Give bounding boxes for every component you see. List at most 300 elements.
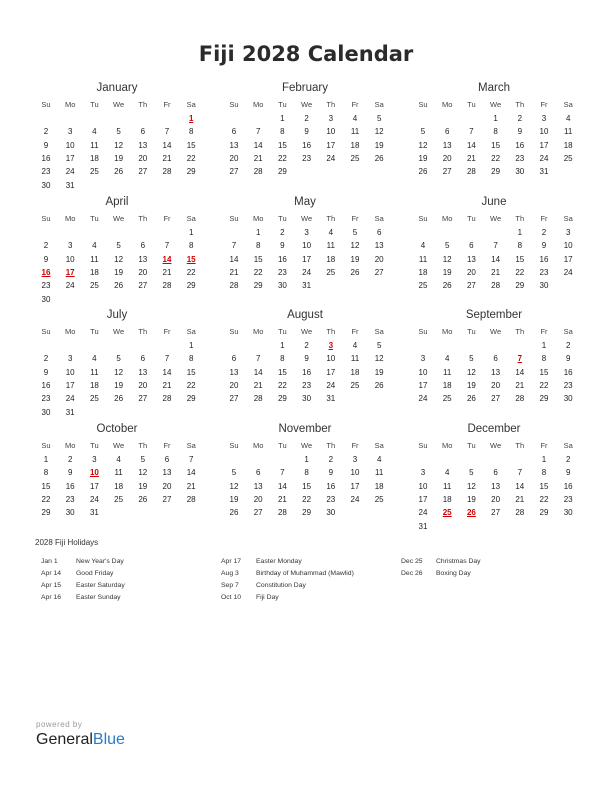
- weekday-header: Mo: [252, 327, 264, 336]
- day-cell: 4: [444, 468, 450, 478]
- day-cell: 26: [114, 167, 124, 177]
- day-cell: 2: [328, 455, 334, 464]
- day-cell: 6: [469, 241, 474, 251]
- month-name: May: [294, 196, 316, 208]
- weekday-header: Fr: [351, 100, 359, 109]
- day-cell: 5: [140, 455, 146, 464]
- day-cell: 30: [277, 281, 287, 291]
- weekday-header: Mo: [64, 441, 76, 450]
- day-cell: 9: [304, 127, 309, 137]
- day-cell: 4: [92, 354, 97, 364]
- weekday-header: We: [301, 441, 313, 450]
- day-cell: 19: [442, 267, 452, 277]
- day-cell: 24: [539, 153, 549, 163]
- day-cell: 27: [138, 394, 148, 404]
- holiday-day-cell: 3: [328, 341, 334, 350]
- day-cell: 24: [65, 281, 75, 291]
- day-cell: 15: [253, 254, 263, 264]
- day-cell: 28: [162, 281, 172, 291]
- day-cell: 4: [420, 241, 426, 251]
- day-cell: 13: [138, 254, 148, 264]
- weekday-header: Tu: [278, 100, 287, 109]
- day-cell: 21: [162, 153, 172, 163]
- day-cell: 17: [418, 494, 428, 504]
- day-cell: 26: [114, 281, 124, 291]
- day-cell: 1: [188, 228, 194, 237]
- day-cell: 20: [162, 481, 172, 491]
- day-cell: 27: [442, 167, 452, 177]
- day-cell: 27: [138, 281, 148, 291]
- day-cell: 13: [442, 140, 452, 150]
- day-cell: 13: [491, 481, 501, 491]
- weekday-header: Mo: [441, 100, 453, 109]
- day-cell: 6: [140, 241, 146, 251]
- day-cell: 22: [186, 267, 196, 277]
- day-cell: 28: [491, 281, 501, 291]
- day-cell: 6: [231, 127, 237, 137]
- day-cell: 16: [302, 367, 312, 377]
- day-cell: 28: [515, 508, 525, 518]
- weekday-header: Su: [41, 441, 51, 450]
- month-name: November: [278, 423, 332, 435]
- weekday-header: Tu: [467, 214, 476, 223]
- day-cell: 10: [539, 127, 549, 137]
- weekday-header: Tu: [90, 100, 99, 109]
- day-cell: 15: [539, 367, 549, 377]
- day-cell: 8: [517, 241, 523, 251]
- weekday-header: Th: [326, 100, 336, 109]
- day-cell: 20: [491, 494, 501, 504]
- day-cell: 2: [67, 455, 73, 464]
- day-cell: 5: [420, 127, 426, 137]
- day-cell: 26: [138, 494, 148, 504]
- holiday-day-cell: 14: [162, 254, 172, 264]
- weekday-header: Th: [326, 327, 336, 336]
- day-cell: 7: [164, 241, 170, 251]
- day-cell: 3: [92, 455, 97, 464]
- day-cell: 2: [43, 241, 49, 251]
- logo-general: General: [36, 731, 93, 748]
- day-cell: 27: [229, 394, 239, 404]
- weekday-header: Sa: [374, 441, 384, 450]
- weekday-header: We: [301, 327, 313, 336]
- powered-by-text: powered by: [36, 720, 83, 729]
- day-cell: 27: [253, 508, 263, 518]
- day-cell: 13: [491, 367, 501, 377]
- day-cell: 4: [376, 455, 382, 464]
- day-cell: 17: [65, 153, 75, 163]
- day-cell: 13: [138, 140, 148, 150]
- day-cell: 9: [565, 468, 571, 478]
- day-cell: 11: [326, 241, 335, 251]
- holiday-name: Birthday of Muhammad (Mawlid): [256, 570, 354, 577]
- weekday-header: Mo: [441, 327, 453, 336]
- day-cell: 24: [326, 380, 336, 390]
- weekday-header: Su: [41, 100, 51, 109]
- day-cell: 18: [89, 380, 99, 390]
- day-cell: 11: [443, 481, 452, 491]
- day-cell: 7: [255, 354, 261, 364]
- weekday-header: Th: [138, 214, 148, 223]
- month-name: August: [287, 309, 323, 321]
- weekday-header: Fr: [540, 100, 548, 109]
- day-cell: 12: [114, 254, 124, 264]
- day-cell: 23: [65, 494, 75, 504]
- day-cell: 7: [164, 127, 170, 137]
- day-cell: 14: [253, 140, 263, 150]
- generalblue-logo[interactable]: [36, 731, 125, 749]
- day-cell: 3: [67, 241, 73, 251]
- day-cell: 28: [466, 167, 476, 177]
- holiday-date: Apr 15: [41, 582, 62, 589]
- day-cell: 9: [43, 254, 49, 264]
- day-cell: 4: [352, 114, 358, 123]
- day-cell: 9: [280, 241, 285, 251]
- day-cell: 20: [138, 153, 148, 163]
- day-cell: 23: [41, 281, 51, 291]
- weekday-header: We: [113, 441, 125, 450]
- day-cell: 9: [43, 367, 49, 377]
- weekday-header: Sa: [374, 214, 384, 223]
- day-cell: 3: [352, 455, 358, 464]
- day-cell: 22: [186, 153, 196, 163]
- day-cell: 8: [43, 468, 49, 478]
- day-cell: 23: [563, 494, 573, 504]
- month-name: October: [96, 423, 138, 435]
- day-cell: 5: [116, 127, 121, 137]
- day-cell: 31: [65, 407, 75, 417]
- weekday-header: Tu: [90, 441, 99, 450]
- holiday-day-cell: 26: [466, 508, 476, 518]
- day-cell: 21: [515, 380, 525, 390]
- day-cell: 6: [164, 455, 170, 464]
- day-cell: 10: [350, 468, 360, 478]
- day-cell: 28: [253, 394, 263, 404]
- holiday-day-cell: 1: [188, 114, 194, 123]
- day-cell: 3: [565, 228, 571, 237]
- day-cell: 1: [280, 341, 285, 350]
- holiday-name: Easter Monday: [256, 558, 302, 565]
- day-cell: 6: [140, 354, 146, 364]
- day-cell: 20: [466, 267, 476, 277]
- day-cell: 29: [41, 508, 51, 518]
- day-cell: 3: [67, 127, 73, 137]
- weekday-header: Fr: [163, 214, 171, 223]
- day-cell: 29: [277, 394, 287, 404]
- day-cell: 28: [229, 281, 239, 291]
- day-cell: 21: [162, 267, 172, 277]
- holiday-date: Apr 17: [221, 558, 242, 565]
- day-cell: 18: [326, 254, 336, 264]
- day-cell: 25: [563, 153, 573, 163]
- day-cell: 31: [326, 394, 336, 404]
- weekday-header: Su: [229, 214, 239, 223]
- weekday-header: Su: [41, 214, 51, 223]
- day-cell: 12: [374, 354, 384, 364]
- day-cell: 13: [229, 367, 239, 377]
- weekday-header: Th: [138, 100, 148, 109]
- day-cell: 14: [515, 367, 525, 377]
- day-cell: 11: [90, 254, 99, 264]
- day-cell: 29: [186, 167, 196, 177]
- day-cell: 5: [116, 241, 121, 251]
- day-cell: 25: [418, 281, 428, 291]
- day-cell: 19: [466, 380, 476, 390]
- day-cell: 17: [539, 140, 549, 150]
- day-cell: 26: [466, 394, 476, 404]
- day-cell: 10: [65, 254, 75, 264]
- weekday-header: We: [301, 214, 313, 223]
- day-cell: 18: [563, 140, 573, 150]
- day-cell: 6: [444, 127, 450, 137]
- holiday-day-cell: 10: [89, 468, 99, 478]
- day-cell: 18: [374, 481, 384, 491]
- holiday-name: Christmas Day: [436, 558, 481, 565]
- day-cell: 1: [43, 455, 49, 464]
- day-cell: 14: [162, 140, 172, 150]
- day-cell: 9: [565, 354, 571, 364]
- day-cell: 26: [442, 281, 452, 291]
- weekday-header: Sa: [186, 441, 196, 450]
- day-cell: 30: [41, 180, 51, 190]
- day-cell: 25: [89, 281, 99, 291]
- day-cell: 15: [41, 481, 51, 491]
- day-cell: 8: [280, 127, 285, 137]
- holiday-day-cell: 16: [41, 267, 51, 277]
- day-cell: 24: [418, 394, 428, 404]
- holiday-day-cell: 7: [517, 354, 523, 364]
- weekday-header: Mo: [441, 214, 453, 223]
- day-cell: 30: [41, 294, 51, 304]
- day-cell: 16: [302, 140, 312, 150]
- day-cell: 10: [65, 367, 75, 377]
- day-cell: 17: [350, 481, 360, 491]
- day-cell: 30: [563, 508, 573, 518]
- weekday-header: Fr: [351, 327, 359, 336]
- weekday-header: Th: [326, 441, 336, 450]
- day-cell: 4: [444, 354, 450, 364]
- day-cell: 21: [162, 380, 172, 390]
- day-cell: 27: [138, 167, 148, 177]
- day-cell: 25: [350, 380, 360, 390]
- weekday-header: Sa: [563, 327, 573, 336]
- day-cell: 18: [350, 367, 360, 377]
- day-cell: 12: [374, 127, 384, 137]
- day-cell: 22: [539, 494, 549, 504]
- day-cell: 14: [162, 367, 172, 377]
- weekday-header: Mo: [64, 214, 76, 223]
- day-cell: 25: [89, 394, 99, 404]
- day-cell: 4: [116, 455, 121, 464]
- day-cell: 19: [374, 367, 384, 377]
- day-cell: 9: [67, 468, 73, 478]
- day-cell: 17: [563, 254, 573, 264]
- day-cell: 15: [539, 481, 549, 491]
- month-name: September: [465, 309, 523, 321]
- weekday-header: Tu: [467, 100, 476, 109]
- day-cell: 23: [563, 380, 573, 390]
- holidays-title: 2028 Fiji Holidays: [35, 538, 99, 547]
- day-cell: 26: [229, 508, 239, 518]
- day-cell: 16: [41, 153, 51, 163]
- day-cell: 9: [517, 127, 523, 137]
- day-cell: 2: [565, 455, 571, 464]
- day-cell: 20: [442, 153, 452, 163]
- day-cell: 10: [65, 140, 75, 150]
- day-cell: 29: [539, 394, 549, 404]
- day-cell: 11: [90, 367, 99, 377]
- day-cell: 18: [89, 267, 99, 277]
- day-cell: 20: [138, 380, 148, 390]
- holiday-date: Aug 3: [221, 570, 239, 577]
- weekday-header: Mo: [252, 100, 264, 109]
- day-cell: 22: [277, 380, 287, 390]
- day-cell: 22: [41, 494, 51, 504]
- day-cell: 9: [43, 140, 49, 150]
- day-cell: 30: [65, 508, 75, 518]
- day-cell: 20: [253, 494, 263, 504]
- page-title: Fiji 2028 Calendar: [198, 42, 414, 66]
- day-cell: 24: [563, 267, 573, 277]
- weekday-header: Su: [418, 327, 428, 336]
- day-cell: 12: [114, 140, 124, 150]
- day-cell: 1: [493, 114, 498, 123]
- day-cell: 30: [515, 167, 525, 177]
- day-cell: 1: [541, 455, 547, 464]
- day-cell: 27: [466, 281, 476, 291]
- day-cell: 2: [565, 341, 571, 350]
- day-cell: 27: [229, 167, 239, 177]
- day-cell: 20: [491, 380, 501, 390]
- day-cell: 4: [352, 341, 358, 350]
- day-cell: 29: [491, 167, 501, 177]
- day-cell: 7: [517, 468, 523, 478]
- day-cell: 19: [114, 380, 124, 390]
- day-cell: 12: [418, 140, 428, 150]
- day-cell: 27: [162, 494, 172, 504]
- day-cell: 16: [277, 254, 287, 264]
- weekday-header: Su: [418, 214, 428, 223]
- day-cell: 12: [442, 254, 452, 264]
- day-cell: 11: [443, 367, 452, 377]
- day-cell: 29: [186, 394, 196, 404]
- day-cell: 21: [277, 494, 287, 504]
- day-cell: 13: [374, 241, 384, 251]
- day-cell: 25: [114, 494, 124, 504]
- day-cell: 17: [326, 367, 336, 377]
- day-cell: 29: [539, 508, 549, 518]
- day-cell: 6: [376, 228, 382, 237]
- day-cell: 3: [304, 228, 309, 237]
- weekday-header: Fr: [163, 100, 171, 109]
- day-cell: 13: [138, 367, 148, 377]
- weekday-header: Fr: [163, 441, 171, 450]
- day-cell: 1: [255, 228, 261, 237]
- holiday-name: Boxing Day: [436, 570, 471, 577]
- day-cell: 19: [229, 494, 239, 504]
- weekday-header: Sa: [374, 327, 384, 336]
- day-cell: 4: [92, 127, 97, 137]
- logo-blue: Blue: [92, 731, 125, 748]
- holiday-name: Fiji Day: [256, 594, 279, 601]
- day-cell: 16: [563, 367, 573, 377]
- day-cell: 20: [138, 267, 148, 277]
- day-cell: 28: [186, 494, 196, 504]
- weekday-header: Tu: [278, 327, 287, 336]
- weekday-header: We: [490, 327, 502, 336]
- day-cell: 23: [326, 494, 336, 504]
- weekday-header: Th: [515, 441, 525, 450]
- weekday-header: Su: [229, 327, 239, 336]
- weekday-header: Tu: [90, 214, 99, 223]
- day-cell: 27: [374, 267, 384, 277]
- weekday-header: We: [301, 100, 313, 109]
- weekday-header: Su: [229, 441, 239, 450]
- day-cell: 20: [229, 153, 239, 163]
- day-cell: 13: [466, 254, 476, 264]
- day-cell: 8: [541, 468, 547, 478]
- weekday-header: We: [490, 214, 502, 223]
- day-cell: 2: [517, 114, 523, 123]
- day-cell: 9: [304, 354, 309, 364]
- day-cell: 10: [326, 127, 336, 137]
- weekday-header: Mo: [441, 441, 453, 450]
- holiday-date: Oct 10: [221, 594, 242, 601]
- month-name: February: [281, 82, 329, 94]
- day-cell: 9: [541, 241, 547, 251]
- weekday-header: We: [113, 327, 125, 336]
- weekday-header: Tu: [278, 441, 287, 450]
- brand-footer: [36, 720, 125, 749]
- day-cell: 5: [231, 468, 237, 478]
- day-cell: 28: [277, 508, 287, 518]
- day-cell: 11: [564, 127, 573, 137]
- weekday-header: Fr: [540, 214, 548, 223]
- day-cell: 22: [491, 153, 501, 163]
- day-cell: 14: [491, 254, 501, 264]
- weekday-header: Sa: [563, 100, 573, 109]
- day-cell: 30: [563, 394, 573, 404]
- day-cell: 20: [374, 254, 384, 264]
- day-cell: 25: [326, 267, 336, 277]
- weekday-header: Th: [515, 327, 525, 336]
- day-cell: 4: [565, 114, 571, 123]
- day-cell: 17: [418, 380, 428, 390]
- weekday-header: Sa: [186, 214, 196, 223]
- weekday-header: Fr: [351, 441, 359, 450]
- weekday-header: Tu: [467, 327, 476, 336]
- day-cell: 1: [304, 455, 309, 464]
- day-cell: 11: [375, 468, 384, 478]
- day-cell: 2: [541, 228, 547, 237]
- day-cell: 15: [186, 140, 196, 150]
- weekday-header: We: [490, 100, 502, 109]
- day-cell: 5: [116, 354, 121, 364]
- weekday-header: Th: [515, 100, 525, 109]
- day-cell: 30: [539, 281, 549, 291]
- day-cell: 2: [304, 341, 309, 350]
- day-cell: 11: [418, 254, 428, 264]
- day-cell: 24: [418, 508, 428, 518]
- day-cell: 14: [466, 140, 476, 150]
- weekday-header: Th: [326, 214, 336, 223]
- day-cell: 19: [350, 254, 360, 264]
- day-cell: 25: [374, 494, 384, 504]
- day-cell: 10: [326, 354, 336, 364]
- day-cell: 13: [229, 140, 239, 150]
- day-cell: 14: [515, 481, 525, 491]
- day-cell: 15: [302, 481, 312, 491]
